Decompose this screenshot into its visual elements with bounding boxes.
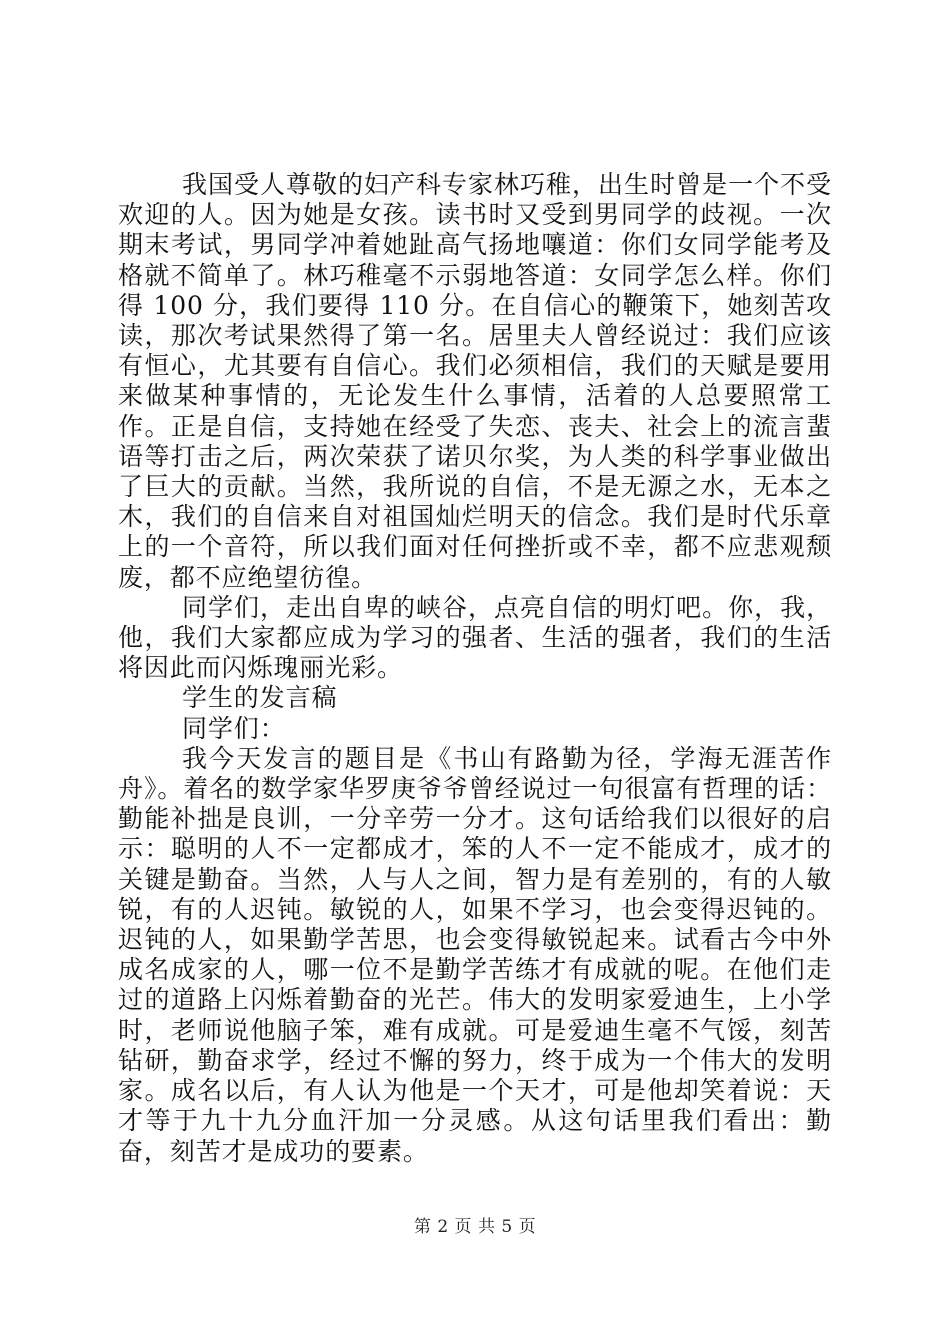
document-body bbox=[118, 170, 832, 1167]
speech-title: 学生的发言稿 bbox=[182, 683, 338, 713]
body-paragraph: 同学们，走出自卑的峡谷，点亮自信的明灯吧。你，我，他，我们大家都应成为学习的强者、生活的强者，我们的生活将因此而闪烁瑰丽光彩。 bbox=[118, 592, 832, 683]
page-number-footer: 第 2 页 共 5 页 bbox=[413, 1217, 537, 1237]
salutation: 同学们： bbox=[182, 713, 286, 743]
speech-paragraph: 我今天发言的题目是《书山有路勤为径，学海无涯苦作舟》。着名的数学家华罗庚爷爷曾经说过一句很富有哲理的话：勤能补拙是良训，一分辛劳一分才。这句话给我们以很好的启示：聪明的人不一定都成才，笨的人不一定不能成才，成才的关键是勤奋。当然，人与人之间，智力是有差别的，有的人敏锐，有的人迟钝。敏锐的人，如果不学习，也会变得迟钝的。迟钝的人，如果勤学苦思，也会变得敏锐起来。试看古今中外成名成家的人，哪一位不是勤学苦练才有成就的呢。在他们走过的道路上闪烁着勤奋的光芒。伟大的发明家爱迪生，上小学时，老师说他脑子笨，难有成就。可是爱迪生毫不气馁，刻苦钻研，勤奋求学，经过不懈的努力，终于成为一个伟大的发明家。成名以后，有人认为他是一个天才，可是他却笑着说：天才等于九十九分血汗加一分灵感。从这句话里我们看出：勤奋，刻苦才是成功的要素。 bbox=[118, 743, 832, 1166]
body-paragraph: 我国受人尊敬的妇产科专家林巧稚，出生时曾是一个不受欢迎的人。因为她是女孩。读书时又受到男同学的歧视。一次期末考试，男同学冲着她趾高气扬地嚷道：你们女同学能考及格就不简单了。林巧稚毫不示弱地答道：女同学怎么样。你们得 100 分，我们要得 110 分。在自信心的鞭策下，她刻苦攻读，那次考试果然得了第一名。居里夫人曾经说过：我们应该有恒心，尤其要有自信心。我们必须相信，我们的天赋是要用来做某种事情的，无论发生什么事情，活着的人总要照常工作。正是自信，支持她在经受了失恋、丧夫、社会上的流言蜚语等打击之后，两次荣获了诺贝尔奖，为人类的科学事业做出了巨大的贡献。当然，我所说的自信，不是无源之水，无本之木，我们的自信来自对祖国灿烂明天的信念。我们是时代乐章上的一个音符，所以我们面对任何挫折或不幸，都不应悲观颓废，都不应绝望彷徨。 bbox=[118, 170, 832, 592]
